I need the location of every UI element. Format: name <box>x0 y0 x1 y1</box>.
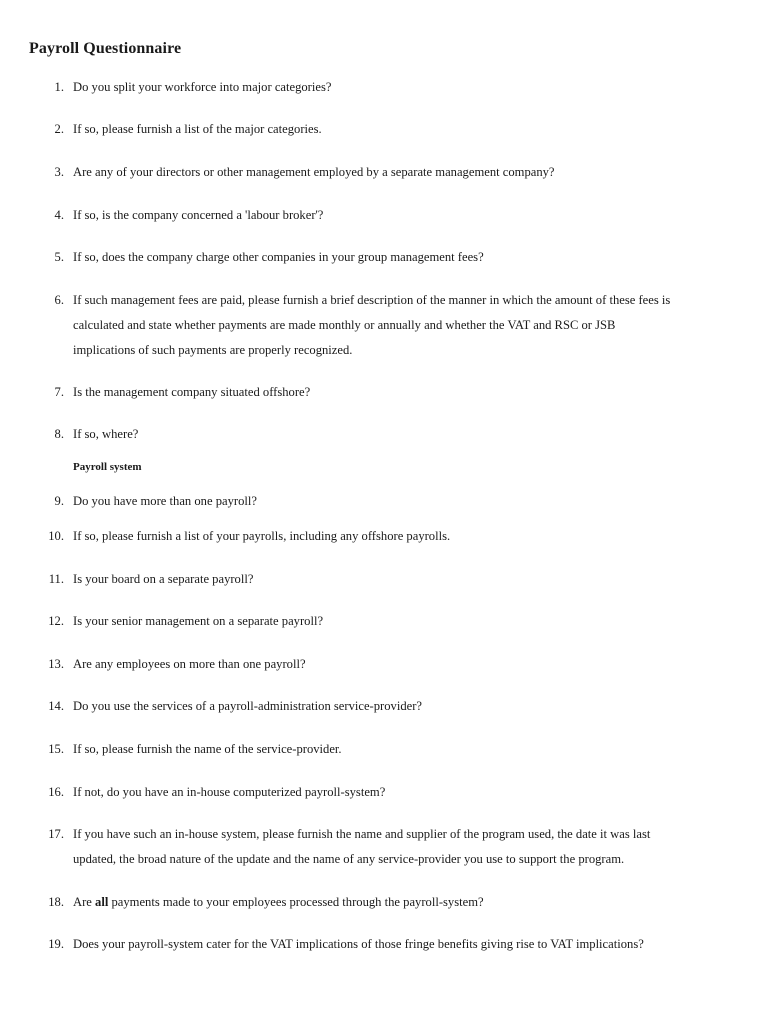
question-number: 15. <box>48 742 64 756</box>
question-text: If so, where? <box>73 427 139 441</box>
question-text: Is your senior management on a separate payroll? <box>73 614 324 628</box>
question-text <box>73 890 739 915</box>
question-text: Do you have more than one payroll? <box>73 494 257 508</box>
question-number: 18. <box>48 895 64 909</box>
question-text-line: updated, the broad nature of the update and the name of any service-provider you use to support the program. <box>73 852 625 866</box>
question-number: 9. <box>54 494 64 508</box>
question-number: 12. <box>48 614 64 628</box>
question-number: 2. <box>54 122 64 136</box>
question-text-part: Are <box>73 895 96 909</box>
question-number: 3. <box>54 165 64 179</box>
question-text-line: If such management fees are paid, please furnish a brief description of the manner in which the amount of these fees is <box>73 293 671 307</box>
question-text: If so, does the company charge other companies in your group management fees? <box>73 250 484 264</box>
question-number: 4. <box>54 208 64 222</box>
question-text: Does your payroll-system cater for the VAT implications of those fringe benefits giving rise to VAT implications? <box>73 937 644 951</box>
question-number: 10. <box>48 529 64 543</box>
question-number: 13. <box>48 657 64 671</box>
question-text: Do you use the services of a payroll-administration service-provider? <box>73 699 423 713</box>
document-title: Payroll Questionnaire <box>29 40 182 57</box>
question-text-part: payments made to your employees processed through the payroll-system? <box>108 895 484 909</box>
question-number: 17. <box>48 827 64 841</box>
question-number: 14. <box>48 699 64 713</box>
question-text: Is the management company situated offshore? <box>73 385 311 399</box>
question-text: Is your board on a separate payroll? <box>73 572 254 586</box>
question-text-line: implications of such payments are properly recognized. <box>73 343 353 357</box>
section-heading: Payroll system <box>73 461 142 473</box>
question-number: 19. <box>48 937 64 951</box>
question-text: Are any employees on more than one payroll? <box>73 657 306 671</box>
question-number: 16. <box>48 785 64 799</box>
question-number: 1. <box>54 80 64 94</box>
question-text: If so, please furnish a list of your payrolls, including any offshore payrolls. <box>73 529 451 543</box>
question-text: If so, please furnish the name of the service-provider. <box>73 742 342 756</box>
question-number: 8. <box>54 427 64 441</box>
question-text: If so, please furnish a list of the major categories. <box>73 122 322 136</box>
emphasis-text: all <box>95 895 109 909</box>
question-text: If so, is the company concerned a 'labour broker'? <box>73 208 324 222</box>
question-text: Do you split your workforce into major categories? <box>73 80 332 94</box>
question-text: Are any of your directors or other management employed by a separate management company? <box>73 165 555 179</box>
question-text-line: If you have such an in-house system, please furnish the name and supplier of the program used, the date it was last <box>73 827 651 841</box>
question-text: If not, do you have an in-house computerized payroll-system? <box>73 785 386 799</box>
question-number: 7. <box>54 385 64 399</box>
question-number: 11. <box>48 572 64 586</box>
question-number: 6. <box>54 293 64 307</box>
question-number: 5. <box>54 250 64 264</box>
question-text-line: calculated and state whether payments are made monthly or annually and whether the VAT and RSC or JSB <box>73 318 616 332</box>
